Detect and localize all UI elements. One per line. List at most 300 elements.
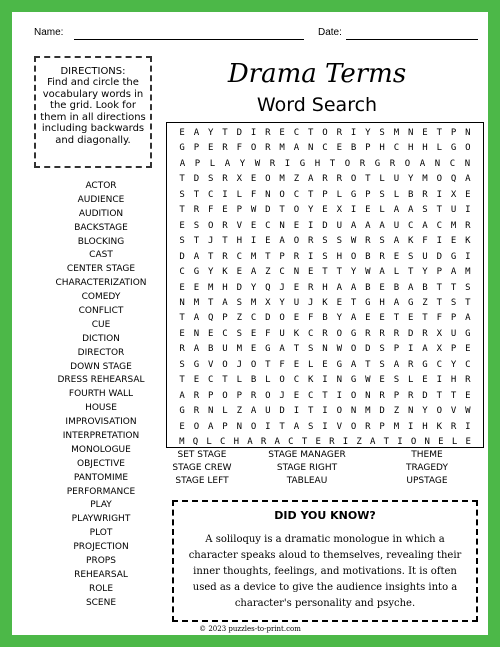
grid-letter[interactable]: O bbox=[222, 359, 228, 370]
grid-letter[interactable]: K bbox=[222, 267, 228, 278]
grid-letter[interactable]: L bbox=[379, 205, 385, 216]
grid-letter[interactable]: R bbox=[250, 390, 257, 401]
grid-letter[interactable]: E bbox=[293, 313, 300, 324]
grid-letter[interactable]: E bbox=[193, 375, 200, 386]
grid-letter[interactable]: I bbox=[407, 421, 414, 432]
grid-letter[interactable]: A bbox=[379, 267, 385, 278]
grid-letter[interactable]: L bbox=[451, 437, 458, 447]
grid-letter[interactable]: D bbox=[422, 390, 428, 401]
grid-letter[interactable]: I bbox=[465, 251, 471, 262]
grid-letter[interactable]: A bbox=[179, 158, 186, 169]
grid-letter[interactable]: I bbox=[465, 205, 471, 216]
grid-letter[interactable]: A bbox=[350, 220, 357, 231]
grid-letter[interactable]: Y bbox=[450, 359, 457, 370]
grid-letter[interactable]: T bbox=[222, 375, 228, 386]
grid-letter[interactable]: P bbox=[450, 344, 457, 355]
grid-letter[interactable]: R bbox=[365, 421, 371, 432]
grid-letter[interactable]: E bbox=[179, 220, 185, 231]
grid-letter[interactable]: T bbox=[422, 313, 428, 324]
grid-letter[interactable]: L bbox=[206, 437, 212, 447]
grid-letter[interactable]: Y bbox=[422, 267, 428, 278]
grid-letter[interactable]: M bbox=[236, 344, 242, 355]
grid-letter[interactable]: R bbox=[222, 143, 228, 154]
grid-letter[interactable]: I bbox=[407, 344, 414, 355]
grid-letter[interactable]: N bbox=[407, 406, 414, 417]
grid-letter[interactable]: T bbox=[365, 359, 371, 370]
grid-letter[interactable]: N bbox=[336, 375, 342, 386]
grid-letter[interactable]: E bbox=[279, 128, 285, 138]
grid-letter[interactable]: H bbox=[379, 143, 385, 154]
grid-letter[interactable]: P bbox=[393, 344, 400, 355]
grid-letter[interactable]: A bbox=[193, 128, 200, 138]
grid-letter[interactable]: E bbox=[293, 282, 300, 293]
grid-letter[interactable]: O bbox=[293, 205, 300, 216]
grid-letter[interactable]: E bbox=[250, 220, 257, 231]
grid-letter[interactable]: W bbox=[250, 205, 257, 216]
grid-letter[interactable]: T bbox=[322, 267, 328, 278]
grid-letter[interactable]: Y bbox=[250, 282, 257, 293]
grid-letter[interactable]: Z bbox=[293, 174, 300, 185]
grid-letter[interactable]: N bbox=[193, 328, 200, 339]
grid-letter[interactable]: P bbox=[365, 189, 371, 200]
grid-letter[interactable]: Z bbox=[265, 267, 271, 278]
grid-letter[interactable]: T bbox=[193, 189, 200, 200]
grid-letter[interactable]: H bbox=[407, 143, 414, 154]
grid-letter[interactable]: I bbox=[322, 421, 328, 432]
grid-letter[interactable]: A bbox=[465, 174, 471, 185]
grid-letter[interactable]: G bbox=[350, 328, 357, 339]
grid-letter[interactable]: L bbox=[307, 359, 314, 370]
grid-letter[interactable]: B bbox=[207, 344, 214, 355]
grid-letter[interactable]: X bbox=[236, 174, 242, 185]
grid-letter[interactable]: E bbox=[322, 359, 328, 370]
grid-letter[interactable]: L bbox=[436, 143, 442, 154]
grid-letter[interactable]: A bbox=[274, 437, 280, 447]
grid-letter[interactable]: Q bbox=[207, 313, 214, 324]
grid-letter[interactable]: F bbox=[236, 143, 242, 154]
grid-letter[interactable]: T bbox=[383, 437, 390, 447]
grid-letter[interactable]: Y bbox=[207, 128, 214, 138]
grid-letter[interactable]: I bbox=[350, 205, 357, 216]
grid-letter[interactable]: R bbox=[450, 421, 457, 432]
grid-letter[interactable]: B bbox=[422, 282, 428, 293]
grid-letter[interactable]: T bbox=[179, 205, 185, 216]
grid-letter[interactable]: R bbox=[193, 390, 200, 401]
grid-letter[interactable]: D bbox=[236, 282, 242, 293]
grid-letter[interactable]: U bbox=[450, 205, 457, 216]
grid-letter[interactable]: M bbox=[250, 251, 257, 262]
grid-letter[interactable]: I bbox=[322, 375, 328, 386]
grid-letter[interactable]: E bbox=[465, 344, 471, 355]
grid-letter[interactable]: T bbox=[301, 437, 308, 447]
grid-letter[interactable]: F bbox=[279, 359, 285, 370]
grid-letter[interactable]: S bbox=[236, 297, 242, 308]
grid-letter[interactable]: T bbox=[222, 236, 228, 247]
grid-letter[interactable]: S bbox=[179, 189, 185, 200]
grid-letter[interactable]: H bbox=[422, 421, 428, 432]
grid-letter[interactable]: H bbox=[322, 282, 328, 293]
grid-letter[interactable]: N bbox=[350, 406, 357, 417]
grid-letter[interactable]: C bbox=[179, 267, 185, 278]
grid-letter[interactable]: Y bbox=[207, 267, 214, 278]
grid-letter[interactable]: A bbox=[407, 205, 414, 216]
grid-letter[interactable]: E bbox=[407, 313, 414, 324]
grid-letter[interactable]: T bbox=[322, 390, 328, 401]
grid-letter[interactable]: T bbox=[265, 251, 271, 262]
grid-letter[interactable]: E bbox=[379, 375, 385, 386]
grid-letter[interactable]: W bbox=[254, 158, 261, 169]
grid-letter[interactable]: B bbox=[365, 282, 371, 293]
grid-letter[interactable]: B bbox=[250, 375, 257, 386]
grid-letter[interactable]: O bbox=[436, 406, 442, 417]
grid-letter[interactable]: S bbox=[379, 236, 385, 247]
grid-letter[interactable]: Z bbox=[236, 406, 242, 417]
grid-letter[interactable]: M bbox=[450, 220, 457, 231]
grid-letter[interactable]: I bbox=[436, 375, 442, 386]
grid-letter[interactable]: W bbox=[465, 406, 471, 417]
grid-letter[interactable]: A bbox=[307, 174, 314, 185]
word-search-grid[interactable] bbox=[166, 122, 484, 448]
grid-letter[interactable]: E bbox=[315, 437, 321, 447]
grid-letter[interactable]: E bbox=[207, 143, 214, 154]
grid-letter[interactable]: C bbox=[293, 189, 300, 200]
grid-letter[interactable]: T bbox=[450, 282, 457, 293]
grid-letter[interactable]: R bbox=[193, 406, 200, 417]
grid-letter[interactable]: C bbox=[436, 359, 442, 370]
grid-letter[interactable]: M bbox=[193, 297, 200, 308]
grid-letter[interactable]: A bbox=[222, 297, 228, 308]
grid-letter[interactable]: G bbox=[179, 143, 185, 154]
grid-letter[interactable]: N bbox=[434, 158, 441, 169]
grid-letter[interactable]: E bbox=[293, 390, 300, 401]
grid-letter[interactable]: U bbox=[293, 297, 300, 308]
grid-letter[interactable]: E bbox=[365, 205, 371, 216]
grid-letter[interactable]: R bbox=[269, 158, 276, 169]
grid-letter[interactable]: C bbox=[436, 220, 442, 231]
grid-letter[interactable]: G bbox=[450, 143, 457, 154]
grid-letter[interactable]: L bbox=[407, 375, 414, 386]
grid-letter[interactable]: E bbox=[293, 220, 300, 231]
grid-letter[interactable]: E bbox=[450, 236, 457, 247]
grid-letter[interactable]: S bbox=[207, 174, 214, 185]
grid-letter[interactable]: S bbox=[407, 251, 414, 262]
grid-letter[interactable]: T bbox=[436, 128, 442, 138]
grid-letter[interactable]: H bbox=[336, 251, 342, 262]
grid-letter[interactable]: A bbox=[279, 344, 285, 355]
grid-letter[interactable]: B bbox=[407, 189, 414, 200]
grid-letter[interactable]: I bbox=[307, 251, 314, 262]
grid-letter[interactable]: S bbox=[393, 375, 400, 386]
grid-letter[interactable]: X bbox=[436, 328, 442, 339]
grid-letter[interactable]: B bbox=[393, 282, 400, 293]
grid-letter[interactable]: G bbox=[193, 359, 200, 370]
grid-letter[interactable]: T bbox=[207, 251, 214, 262]
grid-letter[interactable]: A bbox=[350, 359, 357, 370]
grid-letter[interactable]: C bbox=[236, 251, 242, 262]
grid-letter[interactable]: E bbox=[465, 189, 471, 200]
grid-letter[interactable]: N bbox=[293, 267, 300, 278]
grid-letter[interactable]: P bbox=[379, 421, 385, 432]
grid-letter[interactable]: T bbox=[307, 128, 314, 138]
grid-letter[interactable]: O bbox=[404, 158, 411, 169]
grid-letter[interactable]: E bbox=[307, 267, 314, 278]
grid-letter[interactable]: L bbox=[236, 375, 242, 386]
grid-letter[interactable]: T bbox=[293, 344, 300, 355]
grid-letter[interactable]: R bbox=[222, 251, 228, 262]
grid-letter[interactable]: D bbox=[365, 344, 371, 355]
grid-letter[interactable]: A bbox=[293, 143, 300, 154]
grid-letter[interactable]: Y bbox=[239, 158, 246, 169]
grid-letter[interactable]: S bbox=[379, 189, 385, 200]
grid-letter[interactable]: G bbox=[179, 406, 185, 417]
grid-letter[interactable]: J bbox=[279, 282, 285, 293]
grid-letter[interactable]: A bbox=[293, 421, 300, 432]
grid-letter[interactable]: K bbox=[307, 375, 314, 386]
grid-letter[interactable]: F bbox=[265, 328, 271, 339]
grid-letter[interactable]: E bbox=[207, 328, 214, 339]
grid-letter[interactable]: I bbox=[293, 406, 300, 417]
grid-letter[interactable]: E bbox=[179, 128, 185, 138]
grid-letter[interactable]: T bbox=[329, 158, 336, 169]
grid-letter[interactable]: R bbox=[389, 158, 396, 169]
grid-letter[interactable]: G bbox=[350, 375, 357, 386]
grid-letter[interactable]: A bbox=[393, 359, 400, 370]
grid-letter[interactable]: G bbox=[336, 359, 342, 370]
grid-letter[interactable]: S bbox=[336, 236, 342, 247]
grid-letter[interactable]: G bbox=[365, 297, 371, 308]
grid-letter[interactable]: O bbox=[293, 236, 300, 247]
grid-letter[interactable]: N bbox=[207, 406, 214, 417]
grid-letter[interactable]: L bbox=[209, 158, 216, 169]
grid-letter[interactable]: P bbox=[193, 143, 200, 154]
grid-letter[interactable]: T bbox=[222, 128, 228, 138]
grid-letter[interactable]: M bbox=[393, 128, 400, 138]
grid-letter[interactable]: V bbox=[336, 421, 342, 432]
grid-letter[interactable]: N bbox=[236, 421, 242, 432]
grid-letter[interactable]: O bbox=[250, 421, 257, 432]
grid-letter[interactable]: N bbox=[322, 344, 328, 355]
grid-letter[interactable]: C bbox=[322, 143, 328, 154]
grid-letter[interactable]: Q bbox=[192, 437, 199, 447]
grid-letter[interactable]: T bbox=[179, 375, 185, 386]
grid-letter[interactable]: M bbox=[279, 143, 285, 154]
grid-letter[interactable]: C bbox=[393, 143, 400, 154]
grid-letter[interactable]: S bbox=[179, 236, 185, 247]
grid-letter[interactable]: G bbox=[465, 328, 471, 339]
grid-letter[interactable]: A bbox=[350, 282, 357, 293]
grid-letter[interactable]: V bbox=[450, 406, 457, 417]
grid-letter[interactable]: R bbox=[336, 128, 342, 138]
grid-letter[interactable]: L bbox=[336, 189, 342, 200]
grid-letter[interactable]: N bbox=[365, 390, 371, 401]
grid-letter[interactable]: E bbox=[465, 437, 471, 447]
grid-letter[interactable]: A bbox=[422, 220, 428, 231]
grid-letter[interactable]: E bbox=[236, 267, 242, 278]
grid-letter[interactable]: O bbox=[350, 390, 357, 401]
grid-letter[interactable]: R bbox=[379, 328, 385, 339]
grid-letter[interactable]: E bbox=[193, 282, 200, 293]
grid-letter[interactable]: R bbox=[260, 437, 267, 447]
grid-letter[interactable]: E bbox=[336, 143, 342, 154]
grid-letter[interactable]: U bbox=[422, 251, 428, 262]
grid-letter[interactable]: E bbox=[465, 390, 471, 401]
grid-letter[interactable]: A bbox=[379, 220, 385, 231]
grid-letter[interactable]: D bbox=[322, 220, 328, 231]
grid-letter[interactable]: N bbox=[424, 437, 430, 447]
grid-letter[interactable]: I bbox=[465, 421, 471, 432]
grid-letter[interactable]: R bbox=[365, 328, 371, 339]
grid-letter[interactable]: R bbox=[265, 143, 271, 154]
grid-letter[interactable]: C bbox=[307, 328, 314, 339]
grid-letter[interactable]: N bbox=[464, 158, 471, 169]
grid-letter[interactable]: P bbox=[365, 143, 371, 154]
grid-letter[interactable]: I bbox=[250, 236, 257, 247]
grid-letter[interactable]: H bbox=[314, 158, 321, 169]
grid-letter[interactable]: S bbox=[465, 282, 471, 293]
grid-letter[interactable]: F bbox=[250, 189, 257, 200]
grid-letter[interactable]: I bbox=[397, 437, 403, 447]
grid-letter[interactable]: N bbox=[279, 220, 285, 231]
grid-letter[interactable]: V bbox=[207, 359, 214, 370]
grid-letter[interactable]: T bbox=[436, 390, 442, 401]
grid-letter[interactable]: Y bbox=[307, 205, 314, 216]
grid-letter[interactable]: T bbox=[307, 406, 314, 417]
date-field-line[interactable] bbox=[346, 39, 478, 40]
grid-letter[interactable]: L bbox=[393, 189, 400, 200]
grid-letter[interactable]: I bbox=[307, 220, 314, 231]
grid-letter[interactable]: E bbox=[222, 205, 228, 216]
grid-letter[interactable]: T bbox=[436, 297, 442, 308]
grid-letter[interactable]: F bbox=[207, 205, 214, 216]
grid-letter[interactable]: A bbox=[193, 313, 200, 324]
grid-letter[interactable]: M bbox=[465, 267, 471, 278]
grid-letter[interactable]: A bbox=[179, 390, 185, 401]
grid-letter[interactable]: N bbox=[307, 143, 314, 154]
grid-letter[interactable]: T bbox=[307, 189, 314, 200]
grid-letter[interactable]: E bbox=[365, 313, 371, 324]
grid-letter[interactable]: C bbox=[222, 328, 228, 339]
grid-letter[interactable]: O bbox=[279, 313, 285, 324]
grid-letter[interactable]: F bbox=[307, 313, 314, 324]
grid-letter[interactable]: R bbox=[322, 328, 328, 339]
grid-letter[interactable]: O bbox=[250, 143, 257, 154]
grid-letter[interactable]: R bbox=[379, 390, 385, 401]
grid-letter[interactable]: G bbox=[374, 158, 381, 169]
grid-letter[interactable]: O bbox=[265, 390, 271, 401]
grid-letter[interactable]: T bbox=[436, 205, 442, 216]
grid-letter[interactable]: P bbox=[222, 421, 228, 432]
grid-letter[interactable]: T bbox=[436, 282, 442, 293]
grid-letter[interactable]: N bbox=[407, 128, 414, 138]
grid-letter[interactable]: O bbox=[465, 143, 471, 154]
grid-letter[interactable]: C bbox=[288, 437, 294, 447]
grid-letter[interactable]: T bbox=[207, 297, 214, 308]
grid-letter[interactable]: T bbox=[193, 236, 200, 247]
grid-letter[interactable]: O bbox=[336, 406, 342, 417]
grid-letter[interactable]: R bbox=[422, 189, 428, 200]
grid-letter[interactable]: S bbox=[322, 236, 328, 247]
grid-letter[interactable]: A bbox=[279, 236, 285, 247]
grid-letter[interactable]: K bbox=[293, 328, 300, 339]
grid-letter[interactable]: R bbox=[407, 390, 414, 401]
grid-letter[interactable]: Q bbox=[450, 174, 457, 185]
grid-letter[interactable]: C bbox=[307, 390, 314, 401]
grid-letter[interactable]: A bbox=[393, 297, 400, 308]
grid-letter[interactable]: A bbox=[407, 282, 414, 293]
grid-letter[interactable]: Z bbox=[236, 313, 242, 324]
grid-letter[interactable]: R bbox=[222, 220, 228, 231]
grid-letter[interactable]: K bbox=[322, 297, 328, 308]
grid-letter[interactable]: S bbox=[379, 128, 385, 138]
grid-letter[interactable]: E bbox=[438, 437, 444, 447]
grid-letter[interactable]: P bbox=[279, 251, 285, 262]
grid-letter[interactable]: R bbox=[293, 251, 300, 262]
grid-letter[interactable]: S bbox=[179, 359, 185, 370]
grid-letter[interactable]: A bbox=[422, 344, 428, 355]
grid-letter[interactable]: P bbox=[450, 313, 457, 324]
grid-letter[interactable]: N bbox=[179, 297, 185, 308]
grid-letter[interactable]: I bbox=[350, 128, 357, 138]
grid-letter[interactable]: I bbox=[284, 158, 291, 169]
grid-letter[interactable]: M bbox=[279, 174, 285, 185]
grid-letter[interactable]: R bbox=[465, 375, 471, 386]
grid-letter[interactable]: O bbox=[222, 390, 228, 401]
grid-letter[interactable]: R bbox=[359, 158, 366, 169]
grid-letter[interactable]: E bbox=[422, 375, 428, 386]
grid-letter[interactable]: R bbox=[379, 251, 385, 262]
grid-letter[interactable]: T bbox=[179, 313, 185, 324]
grid-letter[interactable]: M bbox=[365, 406, 371, 417]
grid-letter[interactable]: C bbox=[207, 375, 214, 386]
grid-letter[interactable]: J bbox=[279, 390, 285, 401]
grid-letter[interactable]: S bbox=[236, 328, 242, 339]
grid-letter[interactable]: E bbox=[422, 128, 428, 138]
grid-letter[interactable]: G bbox=[450, 251, 457, 262]
grid-letter[interactable]: R bbox=[322, 174, 328, 185]
grid-letter[interactable]: T bbox=[407, 267, 414, 278]
grid-letter[interactable]: C bbox=[250, 313, 257, 324]
grid-letter[interactable]: I bbox=[342, 437, 349, 447]
grid-letter[interactable]: D bbox=[436, 251, 442, 262]
grid-letter[interactable]: Z bbox=[356, 437, 362, 447]
grid-letter[interactable]: R bbox=[365, 236, 371, 247]
grid-letter[interactable]: J bbox=[236, 359, 242, 370]
grid-letter[interactable]: R bbox=[193, 205, 200, 216]
grid-letter[interactable]: E bbox=[250, 344, 257, 355]
grid-letter[interactable]: Z bbox=[393, 406, 400, 417]
grid-letter[interactable]: O bbox=[350, 344, 357, 355]
grid-letter[interactable]: R bbox=[393, 328, 400, 339]
grid-letter[interactable]: A bbox=[193, 344, 200, 355]
grid-letter[interactable]: U bbox=[279, 328, 285, 339]
grid-letter[interactable]: A bbox=[450, 267, 457, 278]
grid-letter[interactable]: R bbox=[465, 220, 471, 231]
grid-letter[interactable]: I bbox=[322, 406, 328, 417]
grid-letter[interactable]: O bbox=[279, 375, 285, 386]
grid-letter[interactable]: E bbox=[393, 251, 400, 262]
grid-letter[interactable]: I bbox=[265, 421, 271, 432]
grid-letter[interactable]: C bbox=[449, 158, 456, 169]
grid-letter[interactable]: L bbox=[265, 375, 271, 386]
grid-letter[interactable]: B bbox=[350, 143, 357, 154]
grid-letter[interactable]: R bbox=[222, 174, 228, 185]
grid-letter[interactable]: U bbox=[265, 406, 271, 417]
grid-letter[interactable]: A bbox=[193, 251, 200, 262]
grid-letter[interactable]: E bbox=[179, 282, 185, 293]
grid-letter[interactable]: P bbox=[393, 390, 400, 401]
grid-letter[interactable]: A bbox=[393, 205, 400, 216]
grid-letter[interactable]: Y bbox=[407, 174, 414, 185]
